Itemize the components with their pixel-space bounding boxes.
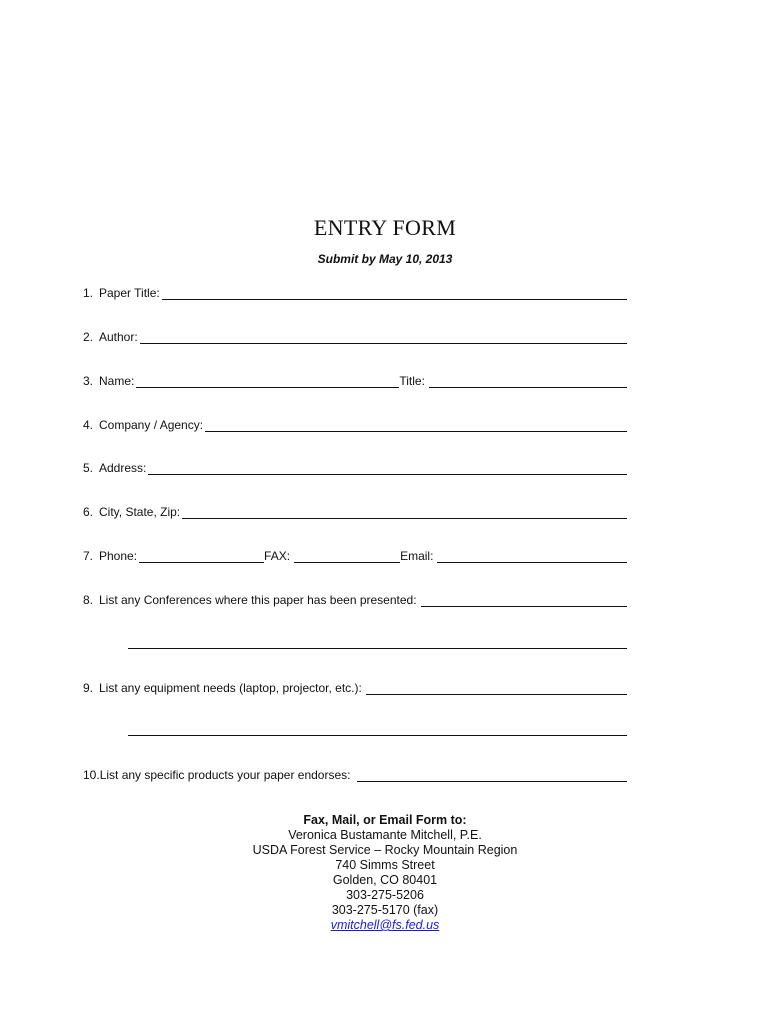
city-state-zip-input-line[interactable]	[182, 506, 627, 519]
field-number: 1.	[83, 286, 94, 300]
field-number: 8.	[83, 593, 94, 607]
submit-deadline: Submit by May 10, 2013	[317, 252, 453, 266]
page-title: ENTRY FORM	[313, 215, 457, 240]
conferences-input-line[interactable]	[421, 594, 627, 607]
field-number: 10.	[83, 768, 100, 782]
field-label: List any equipment needs (laptop, projector, etc.):	[99, 681, 362, 695]
field-label-title: Title:	[399, 374, 425, 388]
field-equipment	[83, 679, 627, 695]
field-author	[83, 328, 627, 344]
contact-fax: 303-275-5170 (fax)	[331, 903, 439, 917]
phone-input-line[interactable]	[139, 550, 264, 563]
name-input-line[interactable]	[136, 375, 399, 388]
field-label: Author:	[99, 330, 138, 344]
field-number: 2.	[83, 330, 94, 344]
field-address	[83, 459, 627, 475]
contact-email-link[interactable]: vmitchell@fs.fed.us	[330, 918, 440, 932]
contact-street: 740 Simms Street	[335, 858, 435, 872]
field-number: 9.	[83, 681, 94, 695]
field-label: List any Conferences where this paper has been presented:	[99, 593, 417, 607]
field-number: 5.	[83, 461, 94, 475]
field-conferences	[83, 591, 627, 607]
author-input-line[interactable]	[140, 331, 627, 344]
field-company	[83, 416, 627, 432]
field-label: Address:	[99, 461, 147, 475]
contact-city: Golden, CO 80401	[332, 873, 438, 887]
products-input-line[interactable]	[357, 769, 628, 782]
fax-input-line[interactable]	[294, 550, 400, 563]
address-input-line[interactable]	[148, 462, 627, 475]
field-label: List any specific products your paper endorses:	[99, 768, 351, 782]
field-label: City, State, Zip:	[99, 505, 181, 519]
field-label-email: Email:	[400, 549, 434, 563]
equipment-input-line[interactable]	[366, 682, 627, 695]
email-input-line[interactable]	[437, 550, 627, 563]
contact-name: Veronica Bustamante Mitchell, P.E.	[288, 828, 482, 842]
contact-phone: 303-275-5206	[346, 888, 424, 902]
field-name-title	[83, 372, 627, 388]
field-phone-fax-email	[83, 547, 627, 563]
field-label: Phone:	[99, 549, 138, 563]
field-label: Paper Title:	[99, 286, 160, 300]
contact-organization: USDA Forest Service – Rocky Mountain Region	[252, 843, 518, 857]
field-label-fax: FAX:	[264, 549, 291, 563]
field-label: Company / Agency:	[99, 418, 204, 432]
field-paper-title	[83, 284, 627, 300]
field-products	[83, 766, 627, 782]
paper-title-input-line[interactable]	[162, 287, 627, 300]
title-input-line[interactable]	[429, 375, 627, 388]
conferences-continuation-line[interactable]	[128, 648, 627, 649]
contact-heading: Fax, Mail, or Email Form to:	[303, 813, 467, 827]
field-number: 3.	[83, 374, 94, 388]
contact-block	[0, 813, 770, 933]
field-number: 7.	[83, 549, 94, 563]
field-number: 6.	[83, 505, 94, 519]
field-label: Name:	[99, 374, 135, 388]
company-input-line[interactable]	[205, 419, 627, 432]
field-city-state-zip	[83, 503, 627, 519]
field-number: 4.	[83, 418, 94, 432]
equipment-continuation-line[interactable]	[128, 735, 627, 736]
